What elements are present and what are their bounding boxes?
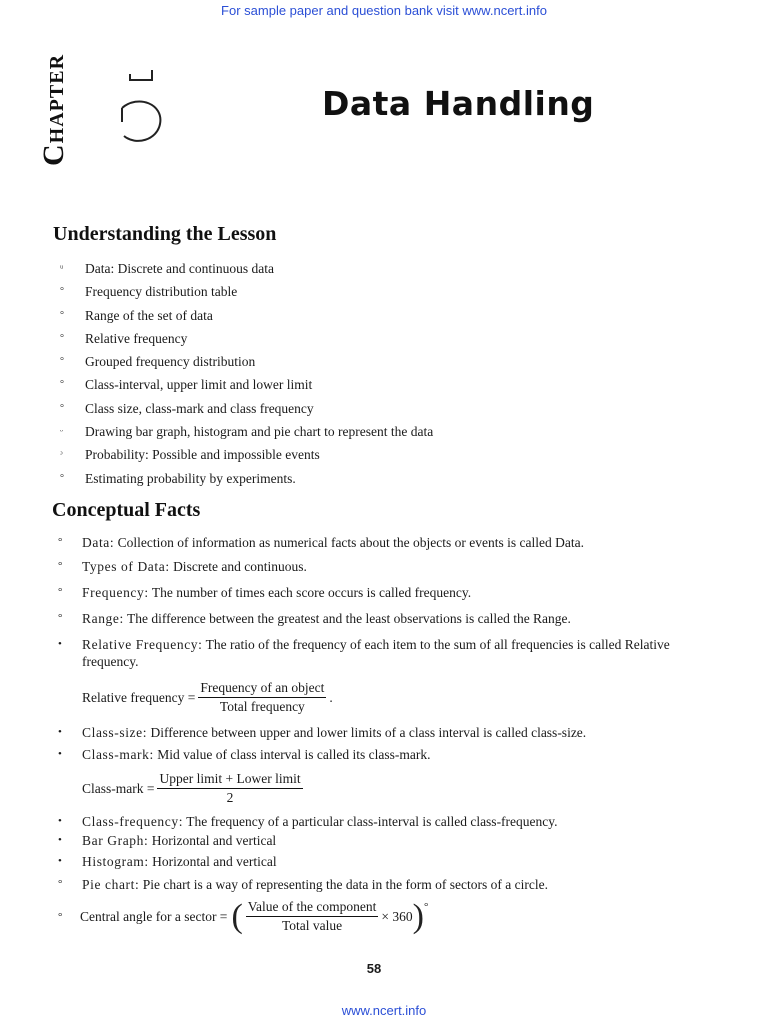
understanding-heading: Understanding the Lesson [53, 223, 277, 245]
bullet-icon: • [58, 748, 62, 760]
central-angle-formula: ° Central angle for a sector = ( $\frac{\text{Value of the component}}{\text{Total value}}$ × 360 ) ° [58, 897, 429, 935]
fraction: $\frac{\text{Value of the component}}{\text{Total value}}$ [247, 899, 377, 933]
chapter-label-rest: HAPTER [46, 53, 68, 144]
conceptual-facts-heading: Conceptual Facts [52, 499, 201, 521]
bullet-icon: ᵘ [60, 263, 64, 274]
list-item: ° Grouped frequency distribution [58, 350, 433, 373]
list-item: ᵘ Data: Discrete and continuous data [58, 257, 433, 280]
fact-class-size: • Class-size: Difference between upper and lower limits of a class interval is called class-size. [58, 725, 587, 740]
top-banner-link[interactable]: For sample paper and question bank visit www.ncert.info [221, 3, 547, 18]
bullet-icon: • [58, 834, 62, 846]
list-item: ° Relative frequency [58, 327, 433, 350]
fact-relative-frequency: • Relative Frequency: The ratio of the frequency of each item to the sum of all frequencies is called Relative frequency. [58, 637, 670, 669]
bullet-icon: ° [58, 586, 63, 598]
bullet-icon: ° [58, 560, 63, 572]
fact-types-of-data: ° Types of Data: Discrete and continuous. [58, 559, 307, 574]
list-item: ° Frequency distribution table [58, 280, 433, 303]
fact-data: ° Data: Collection of information as numerical facts about the objects or events is called Data. [58, 535, 584, 550]
fact-bar-graph: • Bar Graph: Horizontal and vertical [58, 833, 277, 848]
fact-range: ° Range: The difference between the greatest and the least observations is called the Range. [58, 611, 571, 626]
fact-frequency: ° Frequency: The number of times each score occurs is called frequency. [58, 585, 472, 600]
understanding-list [58, 257, 433, 490]
bullet-icon: • [58, 726, 62, 738]
fact-class-frequency: • Class-frequency: The frequency of a particular class-interval is called class-frequency. [58, 814, 558, 829]
bullet-icon: • [58, 638, 62, 650]
fact-pie-chart: ° Pie chart: Pie chart is a way of representing the data in the form of sectors of a circle. [58, 877, 548, 892]
bullet-icon: ᵓ [60, 449, 63, 461]
bullet-icon: ° [58, 612, 63, 624]
fraction: $\frac{\text{Upper limit + Lower limit}}{2}$ [159, 771, 301, 805]
class-mark-formula: Class-mark = $\frac{\text{Upper limit + Lower limit}}{2}$ [82, 771, 301, 805]
bullet-icon: ° [58, 878, 63, 890]
list-item: ᵕ Drawing bar graph, histogram and pie chart to represent the data [58, 420, 433, 443]
bullet-icon: • [58, 855, 62, 867]
bullet-icon: ° [60, 356, 64, 368]
bullet-icon: ° [58, 910, 63, 923]
fact-class-mark: • Class-mark: Mid value of class interval is called its class-mark. [58, 747, 431, 762]
footer-link[interactable]: www.ncert.info [341, 1003, 427, 1018]
bullet-icon: ° [60, 379, 64, 391]
bullet-icon: ° [60, 309, 64, 321]
chapter-title: Data Handling [322, 84, 595, 123]
chapter-label [37, 54, 71, 166]
chapter-number-graphic [108, 60, 168, 155]
bullet-icon: ° [60, 286, 64, 298]
bullet-icon: ᵕ [60, 426, 63, 438]
list-item: ° Range of the set of data [58, 304, 433, 327]
fraction: $\frac{\text{Frequency of an object}}{\text{Total frequency}}$ [200, 680, 325, 714]
list-item: ° Estimating probability by experiments. [58, 467, 433, 490]
chapter-number-art [108, 60, 168, 155]
fact-histogram: • Histogram: Horizontal and vertical [58, 854, 277, 869]
chapter-label-initial: C [37, 143, 70, 166]
bullet-icon: ° [60, 332, 64, 344]
page-number: 58 [366, 961, 382, 976]
bullet-icon: ° [60, 472, 64, 484]
bullet-icon: • [58, 815, 62, 827]
relative-frequency-formula: Relative frequency = $\frac{\text{Frequency of an object}}{\text{Total frequency}}$ . [82, 680, 333, 714]
bullet-icon: ° [60, 402, 64, 414]
list-item: ° Class size, class-mark and class frequency [58, 397, 433, 420]
bullet-icon: ° [58, 536, 63, 548]
list-item: ° Class-interval, upper limit and lower limit [58, 373, 433, 396]
list-item: ᵓ Probability: Possible and impossible events [58, 443, 433, 466]
